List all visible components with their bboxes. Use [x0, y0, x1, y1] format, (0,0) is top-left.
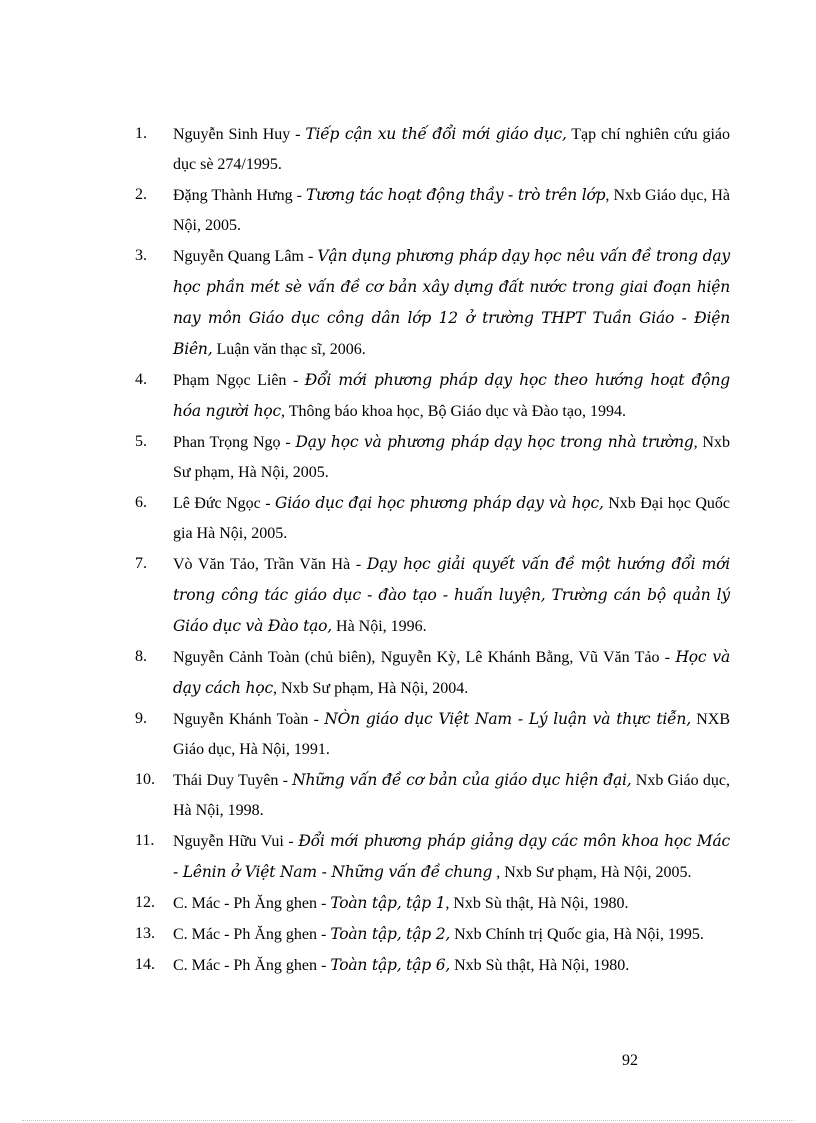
- reference-number: 3.: [135, 247, 147, 264]
- reference-author: Đặng Thành Hưng -: [173, 187, 307, 204]
- reference-item: [135, 888, 730, 919]
- reference-number: 7.: [135, 555, 147, 572]
- reference-author: Vò Văn Tảo, Trần Văn Hà -: [173, 556, 367, 573]
- reference-author: Nguyễn Quang Lâm -: [173, 248, 318, 265]
- reference-number: 2.: [135, 186, 147, 203]
- reference-title: Tiếp cận xu thế đổi mới giáo dục,: [305, 125, 567, 143]
- reference-title: Toàn tập, tập 6,: [330, 956, 451, 974]
- reference-publication: Tạp chí nghiên cứu giáo dục sè 274/1995.: [173, 126, 730, 173]
- reference-item: [135, 950, 730, 981]
- reference-publication: , Nxb Sư phạm, Hà Nội, 2005.: [173, 434, 730, 481]
- reference-number: 8.: [135, 648, 147, 665]
- reference-author: Nguyễn Khánh Toàn -: [173, 711, 325, 728]
- page-edge-divider: [22, 1120, 794, 1121]
- reference-publication: Nxb Chính trị Quốc gia, Hà Nội, 1995.: [450, 926, 704, 943]
- reference-title: Giáo dục đại học phương pháp dạy và học,: [275, 494, 604, 512]
- reference-number: 14.: [135, 956, 155, 973]
- reference-author: Nguyễn Sinh Huy -: [173, 126, 306, 143]
- reference-item: [135, 241, 730, 365]
- reference-number: 12.: [135, 894, 155, 911]
- reference-publication: , Nxb Sư phạm, Hà Nội, 2005.: [492, 864, 692, 881]
- reference-author: Phạm Ngọc Liên -: [173, 372, 305, 389]
- reference-item: [135, 427, 730, 488]
- reference-number: 10.: [135, 771, 155, 788]
- reference-publication: , Nxb Giáo dục, Hà Nội, 2005.: [173, 187, 731, 234]
- reference-author: Phan Trọng Ngọ -: [173, 434, 296, 451]
- reference-title: Vận dụng phương pháp dạy học nêu vấn đề trong dạy học phần mét sè vấn đề cơ bản xây dựng đất nước trong giai đoạn hiện nay môn Giáo dục công dân lớp 12 ở trường THPT Tuần Giáo - Điện Biên,: [173, 247, 730, 358]
- reference-publication: , Nxb Sư phạm, Hà Nội, 2004.: [272, 680, 469, 697]
- reference-item: [135, 180, 730, 241]
- reference-number: 5.: [135, 433, 147, 450]
- reference-number: 13.: [135, 925, 155, 942]
- reference-title: Đổi mới phương pháp dạy học theo hướng hoạt động hóa người học: [173, 371, 730, 420]
- reference-title: NÒn giáo dục Việt Nam - Lý luận và thực tiễn,: [324, 710, 691, 728]
- reference-publication: Nxb Đại học Quốc gia Hà Nội, 2005.: [173, 495, 731, 542]
- reference-author: C. Mác - Ph Ăng ghen -: [173, 957, 331, 974]
- reference-title: Đổi mới phương pháp giảng dạy các môn khoa học Mác - Lênin ở Việt Nam - Những vấn đề chung: [173, 832, 730, 881]
- reference-publication: Nxb Giáo dục, Hà Nội, 1998.: [173, 772, 730, 819]
- reference-item: [135, 765, 730, 826]
- reference-list: [135, 119, 730, 981]
- reference-item: [135, 119, 730, 180]
- reference-title: Những vấn đề cơ bản của giáo dục hiện đại,: [292, 771, 632, 789]
- reference-title: Toàn tập, tập 2,: [330, 925, 451, 943]
- reference-number: 4.: [135, 371, 147, 388]
- reference-title: Dạy học và phương pháp dạy học trong nhà trường: [295, 433, 694, 451]
- reference-publication: , Nxb Sù thật, Hà Nội, 1980.: [445, 895, 629, 912]
- reference-author: Lê Đức Ngọc -: [173, 495, 276, 512]
- reference-publication: NXB Giáo dục, Hà Nội, 1991.: [173, 711, 731, 758]
- reference-author: Thái Duy Tuyên -: [173, 772, 293, 789]
- reference-author: Nguyễn Cảnh Toàn (chủ biên), Nguyễn Kỳ, Lê Khánh Bằng, Vũ Văn Tảo -: [173, 649, 676, 666]
- reference-number: 9.: [135, 710, 147, 727]
- reference-title: Học và dạy cách học: [173, 648, 730, 697]
- reference-item: [135, 919, 730, 950]
- reference-number: 6.: [135, 494, 147, 511]
- reference-title: Dạy học giải quyết vấn đề một hướng đổi mới trong công tác giáo dục - đào tạo - huấn luyện, Trường cán bộ quản lý Giáo dục và Đào tạo,: [173, 555, 730, 635]
- reference-item: [135, 704, 730, 765]
- reference-publication: Nxb Sù thật, Hà Nội, 1980.: [450, 957, 630, 974]
- reference-number: 1.: [135, 125, 147, 142]
- page-number: 92: [622, 1052, 638, 1069]
- reference-item: [135, 488, 730, 549]
- reference-author: C. Mác - Ph Ăng ghen -: [173, 926, 331, 943]
- reference-item: [135, 549, 730, 642]
- reference-author: C. Mác - Ph Ăng ghen -: [173, 895, 331, 912]
- reference-title: Tương tác hoạt động thầy - trò trên lớp: [306, 186, 606, 204]
- reference-author: Nguyễn Hữu Vui -: [173, 833, 299, 850]
- reference-number: 11.: [135, 832, 155, 849]
- reference-title: Toàn tập, tập 1: [330, 894, 446, 912]
- reference-item: [135, 642, 730, 704]
- reference-publication: Luận văn thạc sĩ, 2006.: [212, 341, 366, 358]
- reference-item: [135, 365, 730, 427]
- reference-publication: Hà Nội, 1996.: [332, 618, 427, 635]
- reference-item: [135, 826, 730, 888]
- reference-publication: , Thông báo khoa học, Bộ Giáo dục và Đào tạo, 1994.: [280, 403, 626, 420]
